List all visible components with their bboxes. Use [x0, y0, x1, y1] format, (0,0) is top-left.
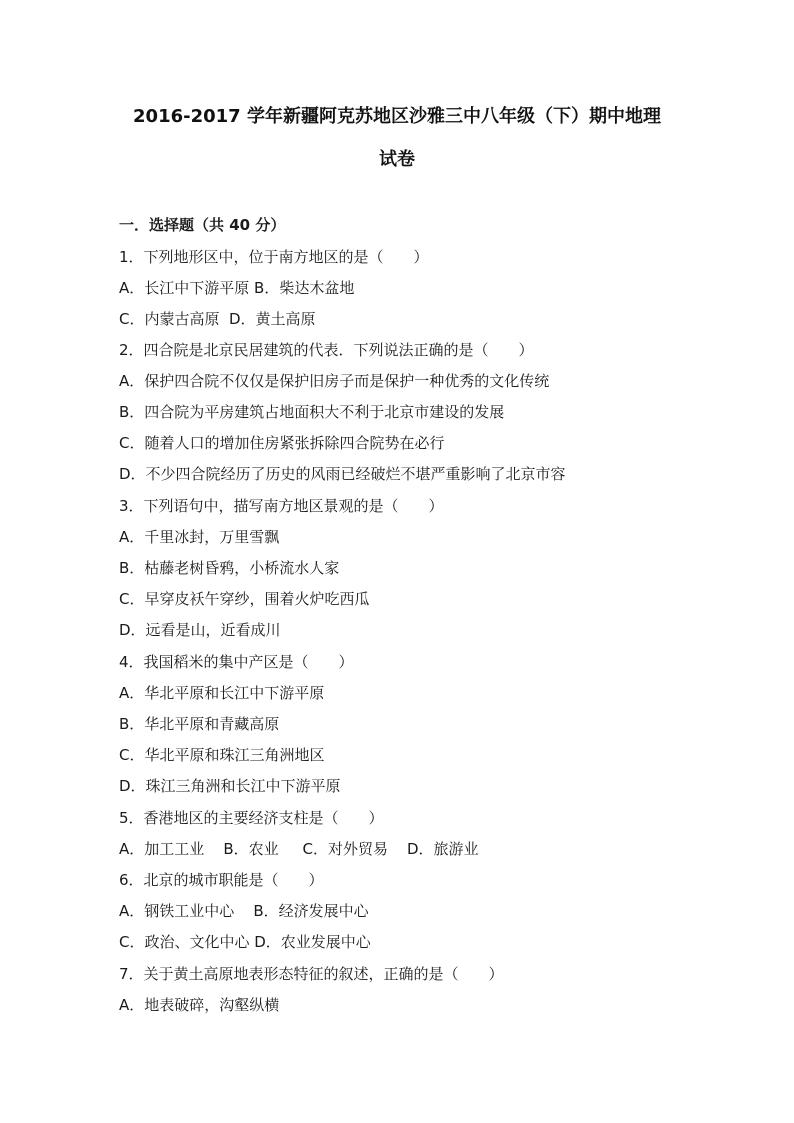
question-7-option-a: A．地表破碎，沟壑纵横	[119, 996, 280, 1014]
document-title-line-1: 2016-2017 学年新疆阿克苏地区沙雅三中八年级（下）期中地理	[133, 106, 661, 127]
question-1-options-cd: C．内蒙古高原 D．黄土高原	[119, 310, 316, 328]
question-5-options: A．加工工业 B．农业 C．对外贸易 D．旅游业	[119, 840, 479, 858]
section-heading: 一．选择题（共 40 分）	[119, 216, 286, 234]
question-6-options-cd: C．政治、文化中心 D．农业发展中心	[119, 933, 371, 951]
question-6-options-ab: A．钢铁工业中心 B．经济发展中心	[119, 902, 369, 920]
question-4-option-a: A．华北平原和长江中下游平原	[119, 684, 325, 702]
question-7-stem: 7．关于黄土高原地表形态特征的叙述，正确的是（ ）	[119, 965, 504, 983]
question-4-option-c: C．华北平原和珠江三角洲地区	[119, 746, 325, 764]
question-4-stem: 4．我国稻米的集中产区是（ ）	[119, 653, 354, 671]
question-3-stem: 3．下列语句中，描写南方地区景观的是（ ）	[119, 497, 444, 515]
question-2-stem: 2．四合院是北京民居建筑的代表．下列说法正确的是（ ）	[119, 341, 534, 359]
question-1-options-ab: A．长江中下游平原 B．柴达木盆地	[119, 279, 355, 297]
question-5-stem: 5．香港地区的主要经济支柱是（ ）	[119, 809, 384, 827]
question-3-option-a: A．千里冰封，万里雪飘	[119, 528, 280, 546]
question-3-option-b: B．枯藤老树昏鸦，小桥流水人家	[119, 559, 340, 577]
document-title-line-2: 试卷	[379, 149, 415, 170]
question-3-option-d: D．远看是山，近看成川	[119, 621, 281, 639]
question-3-option-c: C．早穿皮袄午穿纱，围着火炉吃西瓜	[119, 590, 370, 608]
question-2-option-a: A．保护四合院不仅仅是保护旧房子而是保护一种优秀的文化传统	[119, 372, 550, 390]
question-1-stem: 1．下列地形区中，位于南方地区的是（ ）	[119, 248, 429, 266]
question-4-option-d: D．珠江三角洲和长江中下游平原	[119, 777, 341, 795]
question-6-stem: 6．北京的城市职能是（ ）	[119, 871, 324, 889]
question-2-option-b: B．四合院为平房建筑占地面积大不利于北京市建设的发展	[119, 403, 505, 421]
question-2-option-c: C．随着人口的增加住房紧张拆除四合院势在必行	[119, 434, 445, 452]
question-4-option-b: B．华北平原和青藏高原	[119, 715, 280, 733]
question-2-option-d: D．不少四合院经历了历史的风雨已经破烂不堪严重影响了北京市容	[119, 465, 566, 483]
